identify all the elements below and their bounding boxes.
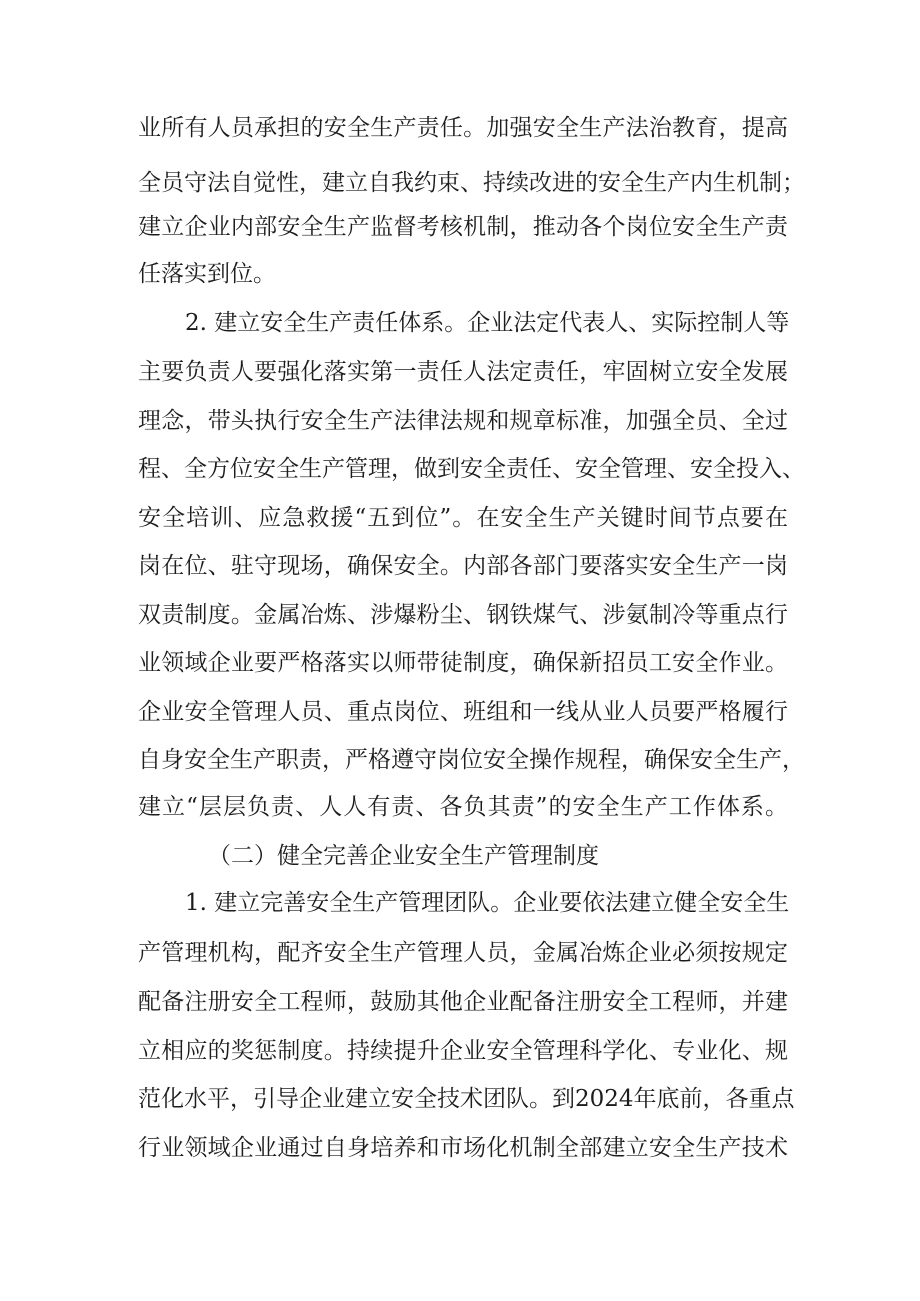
text-line: 岗在位、驻守现场，确保安全。内部各部门要落实安全生产一岗 [138, 553, 788, 579]
section-heading: （二）健全完善企业安全生产管理制度 [208, 843, 599, 869]
text-line: 主要负责人要强化落实第一责任人法定责任，牢固树立安全发展 [138, 359, 788, 385]
text-line: 双责制度。金属冶炼、涉爆粉尘、钢铁煤气、涉氨制冷等重点行 [138, 602, 788, 628]
text-line: 建立企业内部安全生产监督考核机制，推动各个岗位安全生产责 [138, 214, 788, 240]
text-line: 行业领域企业通过自身培养和市场化机制全部建立安全生产技术 [138, 1135, 788, 1161]
text-line: 自身安全生产职责，严格遵守岗位安全操作规程，确保安全生产， [138, 747, 805, 773]
text-line: 1. 建立完善安全生产管理团队。企业要依法建立健全安全生 [185, 890, 790, 916]
text-line: 程、全方位安全生产管理，做到安全责任、安全管理、安全投入、 [138, 456, 805, 482]
text-line: 业领域企业要严格落实以师带徒制度，确保新招员工安全作业。 [138, 650, 788, 676]
text-line: 安全培训、应急救援“五到位”。在安全生产关键时间节点要在 [138, 505, 788, 531]
text-line: 配备注册安全工程师，鼓励其他企业配备注册安全工程师，并建 [138, 989, 788, 1015]
text-line: 任落实到位。 [138, 261, 276, 287]
text-line: 全员守法自觉性，建立自我约束、持续改进的安全生产内生机制； [138, 170, 805, 196]
text-line: 立相应的奖惩制度。持续提升企业安全管理科学化、专业化、规 [138, 1038, 788, 1064]
text-line: 业所有人员承担的安全生产责任。加强安全生产法治教育，提高 [138, 115, 788, 141]
text-line: 理念，带头执行安全生产法律法规和规章标准，加强全员、全过 [138, 408, 788, 434]
text-line: 2. 建立安全生产责任体系。企业法定代表人、实际控制人等 [185, 310, 790, 336]
text-line: 范化水平，引导企业建立安全技术团队。到2024年底前，各重点 [138, 1086, 795, 1112]
text-line: 企业安全管理人员、重点岗位、班组和一线从业人员要严格履行 [138, 699, 788, 725]
text-line: 建立“层层负责、人人有责、各负其责”的安全生产工作体系。 [138, 794, 788, 820]
text-line: 产管理机构，配齐安全生产管理人员，金属冶炼企业必须按规定 [138, 940, 788, 966]
